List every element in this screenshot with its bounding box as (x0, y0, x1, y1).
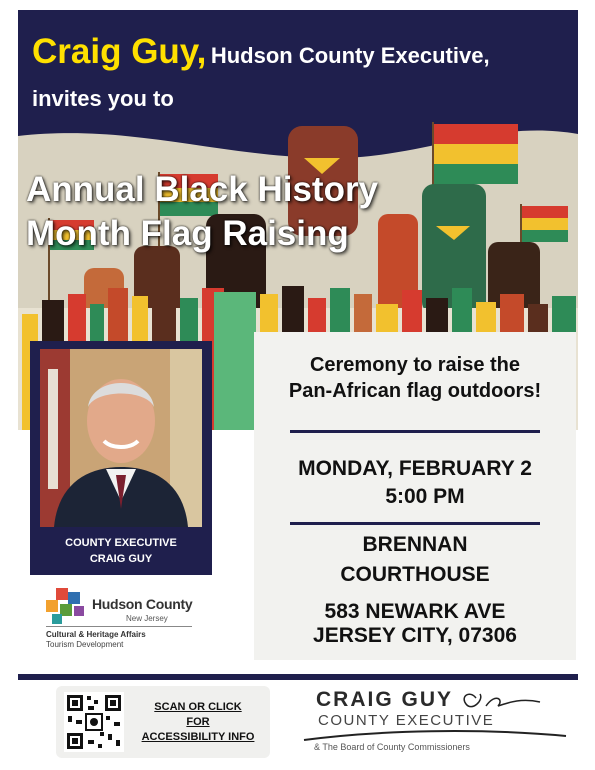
executive-portrait (40, 349, 202, 527)
logo-org-name: Hudson County (92, 596, 193, 612)
logo-subdepartment: Tourism Development (46, 640, 124, 649)
signature-board: & The Board of County Commissioners (314, 742, 470, 752)
accessibility-link-text[interactable] (132, 700, 264, 745)
hudson-county-logo (46, 588, 196, 650)
qr-code-icon[interactable] (64, 692, 124, 752)
event-date: MONDAY, FEBRUARY 2 (298, 457, 532, 480)
ceremony-description (254, 352, 576, 404)
logo-state: New Jersey (126, 614, 168, 623)
county-executive-signature (300, 688, 570, 760)
header-line (32, 32, 490, 72)
footer-divider (18, 674, 578, 680)
photo-caption-title: COUNTY EXECUTIVE (65, 537, 177, 549)
event-time: 5:00 PM (385, 485, 465, 508)
event-title-line2: Month Flag Raising (26, 214, 349, 253)
accessibility-line1[interactable]: SCAN OR CLICK (154, 701, 242, 713)
ceremony-line2: Pan-African flag outdoors! (288, 380, 542, 402)
photo-caption (30, 535, 212, 567)
event-venue (254, 530, 576, 590)
invite-text: invites you to (32, 86, 174, 111)
venue-line1: BRENNAN (362, 533, 468, 556)
logo-department: Cultural & Heritage Affairs (46, 630, 146, 639)
signature-role: COUNTY EXECUTIVE (318, 712, 495, 729)
divider-top (290, 430, 540, 433)
address-line1: 583 NEWARK AVE (324, 600, 506, 623)
ceremony-line1: Ceremony to raise the (309, 354, 521, 376)
host-name: Craig Guy, (32, 32, 207, 71)
venue-line2: COURTHOUSE (340, 563, 490, 586)
signature-swoosh-icon (300, 688, 570, 748)
header-banner (18, 10, 578, 130)
photo-caption-name: CRAIG GUY (89, 553, 153, 565)
event-title (26, 168, 496, 256)
event-address (254, 600, 576, 648)
accessibility-line3[interactable]: ACCESSIBILITY INFO (141, 731, 255, 743)
executive-photo-card (30, 341, 212, 575)
signature-name: CRAIG GUY (316, 688, 454, 711)
divider-bottom (290, 522, 540, 525)
address-line2: JERSEY CITY, 07306 (313, 624, 517, 647)
accessibility-line2[interactable]: FOR (186, 716, 210, 728)
host-title: Hudson County Executive, (210, 43, 490, 68)
hudson-county-logo-icon (46, 588, 90, 624)
event-title-line1: Annual Black History (26, 170, 379, 209)
accessibility-link[interactable] (56, 686, 270, 758)
event-details-panel (254, 332, 576, 660)
logo-divider (46, 626, 192, 627)
